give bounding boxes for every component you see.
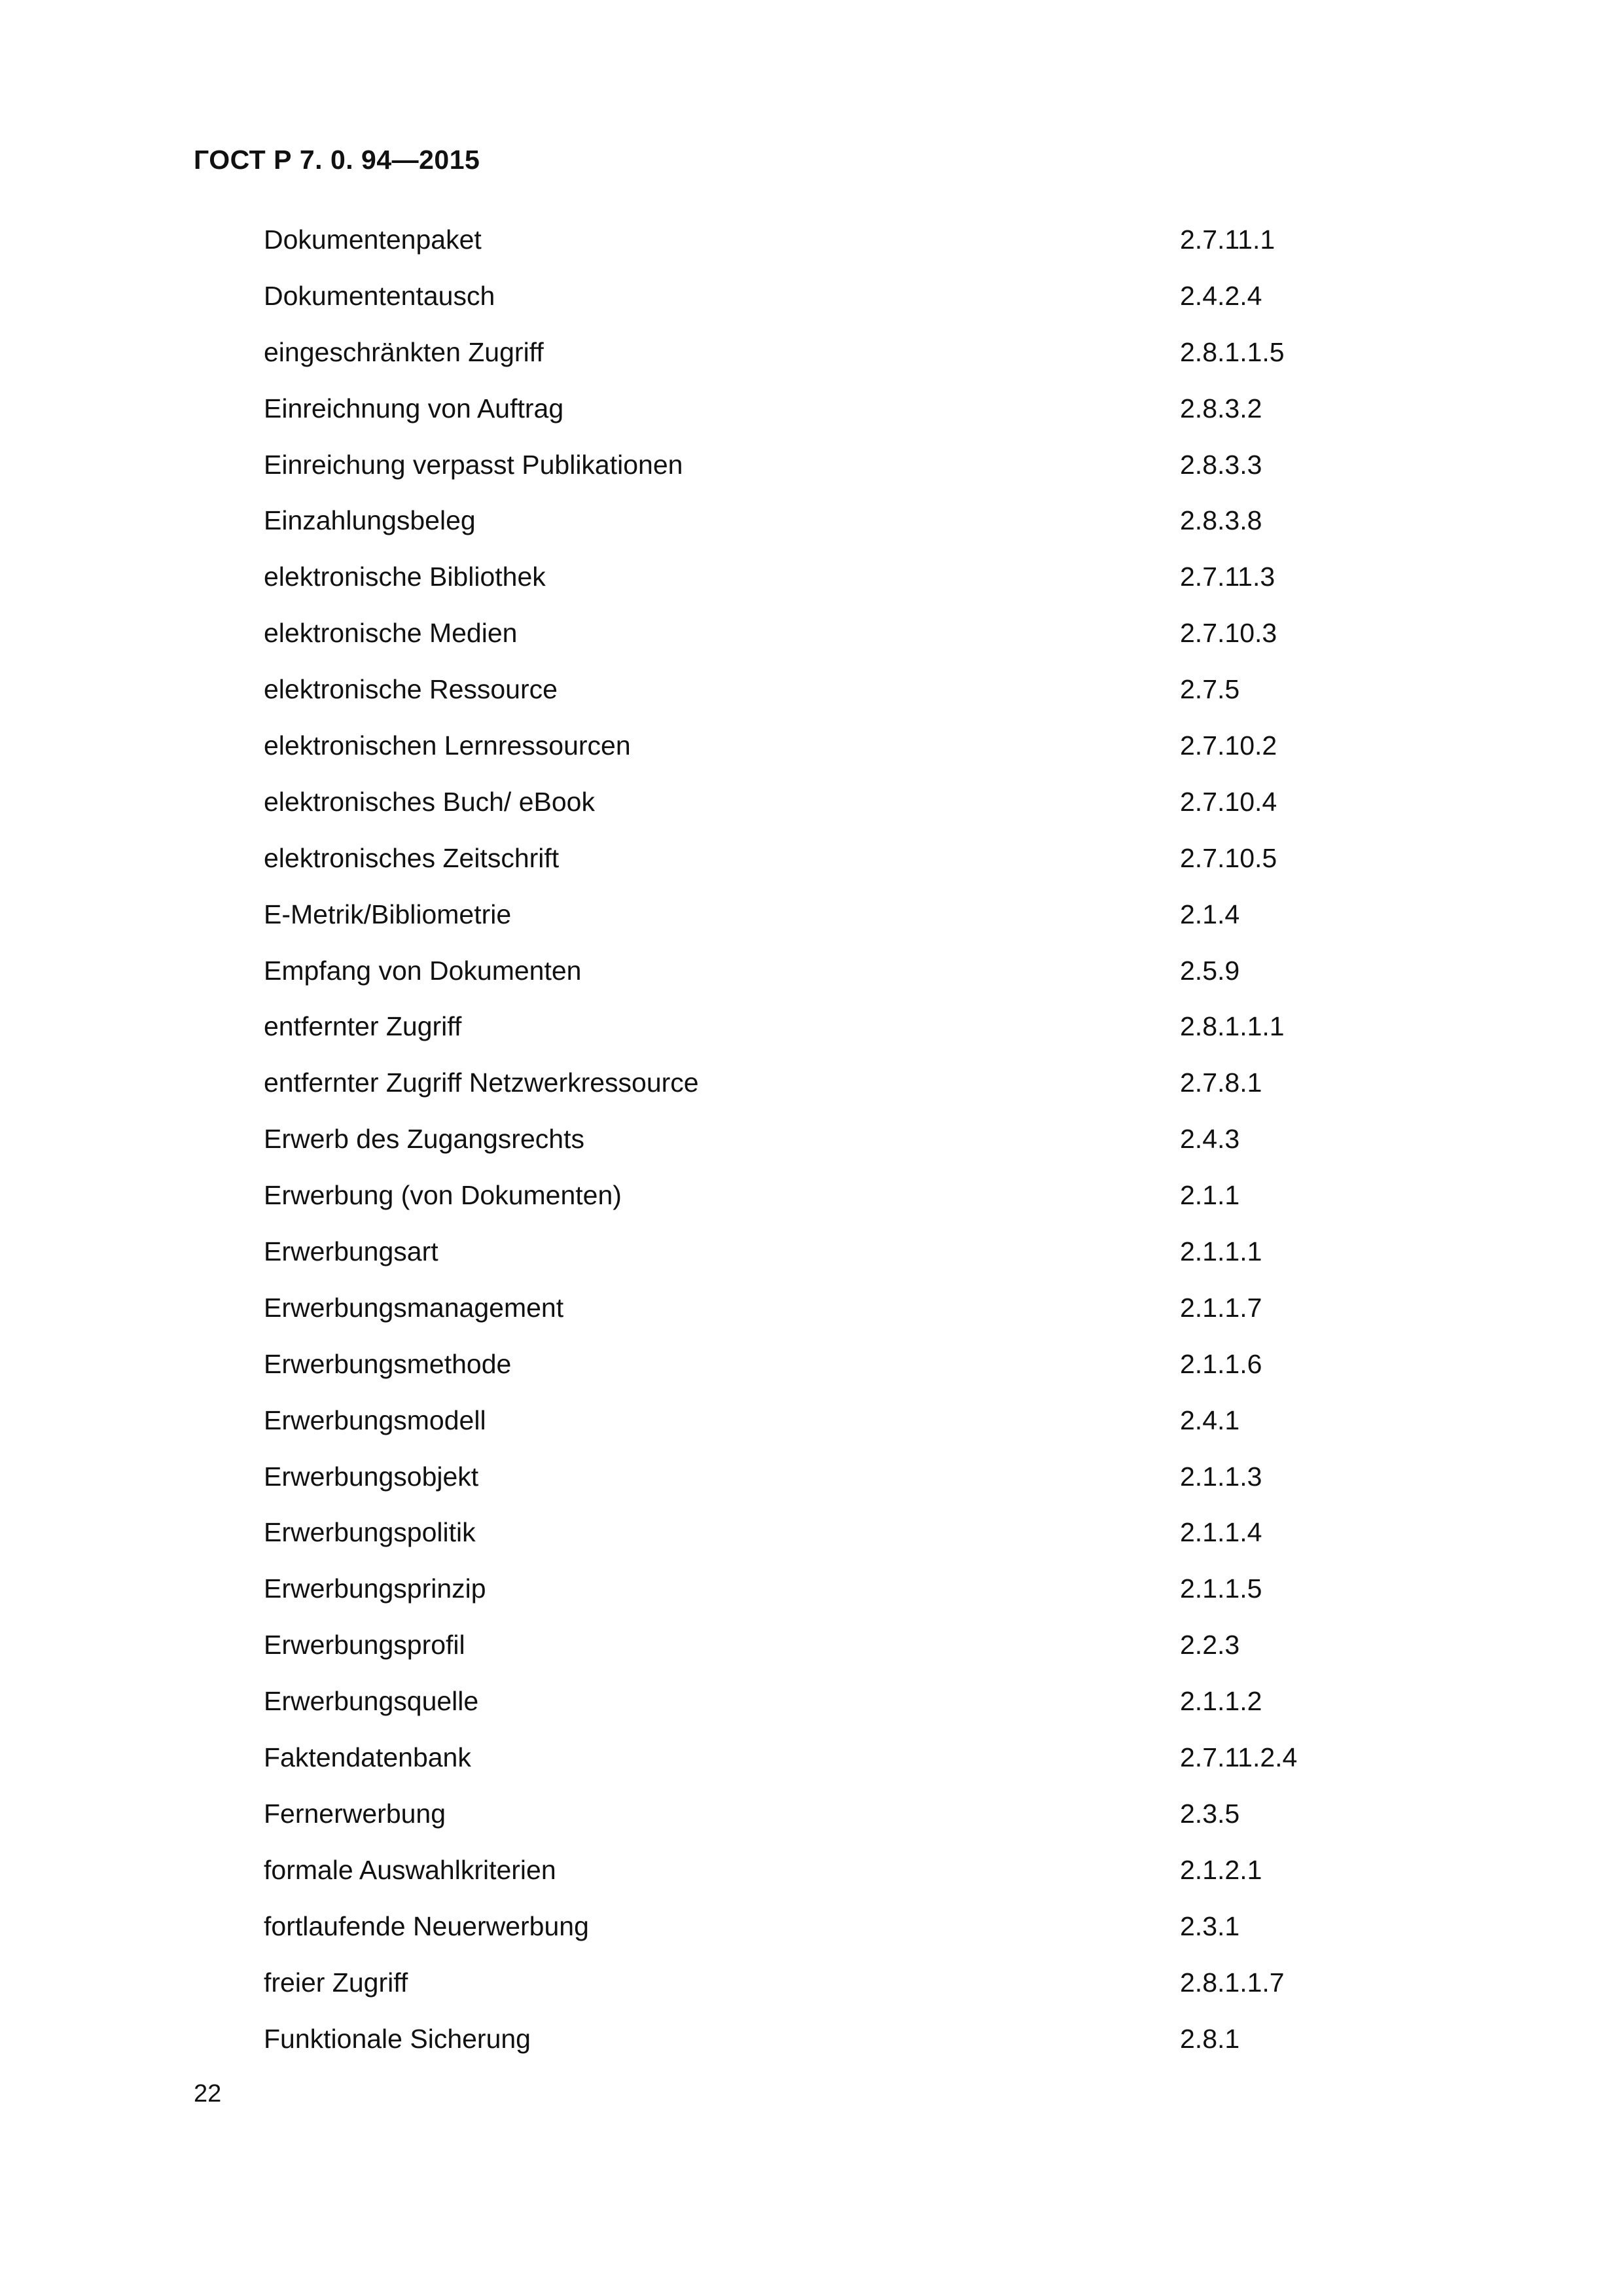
- index-entry: [264, 1519, 1376, 1575]
- index-entry: [264, 226, 1376, 283]
- index-entry: [264, 732, 1376, 789]
- index-term: eingeschränkten Zugriff: [264, 336, 544, 367]
- index-entry: [264, 842, 1376, 901]
- index-entry: [264, 1575, 1376, 1632]
- index-term: Erwerbungsprinzip: [264, 1573, 486, 1604]
- index-term: Erwerbungsmodell: [264, 1405, 486, 1435]
- index-section-number: 2.5.9: [1180, 955, 1240, 986]
- index-entry: [264, 676, 1376, 732]
- index-section-number: 2.8.1.1.7: [1180, 1967, 1285, 1998]
- index-term: Erwerbungsobjekt: [264, 1461, 479, 1492]
- index-entry: [264, 1463, 1376, 1520]
- index-section-number: 2.7.10.2: [1180, 730, 1277, 761]
- index-entry: [264, 280, 1376, 339]
- index-section-number: 2.1.1.3: [1180, 1461, 1262, 1492]
- index-term: Dokumentenpaket: [264, 224, 482, 255]
- index-section-number: 2.7.10.4: [1180, 786, 1277, 817]
- index-section-number: 2.1.1.4: [1180, 1517, 1262, 1548]
- index-term: elektronisches Zeitschrift: [264, 842, 560, 873]
- index-section-number: 2.1.1.1: [1180, 1236, 1262, 1267]
- index-entry: [264, 1238, 1376, 1295]
- index-term: elektronische Bibliothek: [264, 562, 546, 592]
- index-entry: [264, 620, 1376, 676]
- index-section-number: 2.4.1: [1180, 1405, 1240, 1435]
- index-term: elektronisches Buch/ eBook: [264, 786, 595, 817]
- index-section-number: 2.7.11.2.4: [1180, 1742, 1298, 1773]
- index-term: Erwerbung (von Dokumenten): [264, 1180, 622, 1211]
- index-term: Erwerbungspolitik: [264, 1517, 476, 1548]
- index-section-number: 2.2.3: [1180, 1630, 1240, 1660]
- index-term: Einreichung verpasst Publikationen: [264, 449, 683, 480]
- index-entry: [264, 1407, 1376, 1463]
- index-section-number: 2.7.5: [1180, 674, 1240, 705]
- index-section-number: 2.7.10.5: [1180, 842, 1277, 873]
- index-entry: [264, 1798, 1376, 1857]
- index-entry: [264, 1744, 1376, 1801]
- index-section-number: 2.1.1.5: [1180, 1573, 1262, 1604]
- page-number: 22: [194, 2080, 222, 2108]
- index-term: Faktendatenbank: [264, 1742, 471, 1773]
- index-entry: [264, 1854, 1376, 1913]
- index-term: elektronischen Lernressourcen: [264, 730, 631, 761]
- index-section-number: 2.1.1.7: [1180, 1292, 1262, 1323]
- index-section-number: 2.8.1: [1180, 2023, 1240, 2054]
- index-section-number: 2.8.1.1.5: [1180, 336, 1285, 367]
- index-term: Erwerbungsmethode: [264, 1348, 512, 1379]
- index-term: E-Metrik/Bibliometrie: [264, 899, 512, 929]
- index-section-number: 2.1.4: [1180, 899, 1240, 929]
- index-entry: [264, 1969, 1376, 2026]
- index-section-number: 2.4.3: [1180, 1124, 1240, 1155]
- index-section-number: 2.1.1.2: [1180, 1686, 1262, 1717]
- index-term: Erwerbungsquelle: [264, 1686, 479, 1717]
- index-section-number: 2.1.2.1: [1180, 1854, 1262, 1885]
- index-term: Erwerbungsprofil: [264, 1630, 465, 1660]
- index-section-number: 2.4.2.4: [1180, 280, 1262, 311]
- index-term: Funktionale Sicherung: [264, 2023, 531, 2054]
- index-term: Erwerb des Zugangsrechts: [264, 1124, 584, 1155]
- index-entry: [264, 1126, 1376, 1182]
- index-section-number: 2.7.10.3: [1180, 618, 1277, 649]
- index-entry: [264, 1632, 1376, 1688]
- index-term: elektronische Ressource: [264, 674, 558, 705]
- index-entry: [264, 1069, 1376, 1126]
- index-entry: [264, 1182, 1376, 1238]
- index-section-number: 2.8.3.3: [1180, 449, 1262, 480]
- index-entry: [264, 507, 1376, 564]
- index-term: entfernter Zugriff Netzwerkressource: [264, 1067, 699, 1098]
- index-term: Erwerbungsart: [264, 1236, 438, 1267]
- index-term: fortlaufende Neuerwerbung: [264, 1910, 589, 1941]
- document-header: ГОСТ Р 7. 0. 94—2015: [194, 145, 480, 175]
- index-entry: [264, 564, 1376, 620]
- index-term: formale Auswahlkriterien: [264, 1854, 556, 1885]
- index-entry: [264, 1348, 1376, 1407]
- term-index-list: [264, 226, 1376, 2081]
- index-entry: [264, 336, 1376, 395]
- index-term: Erwerbungsmanagement: [264, 1292, 564, 1323]
- index-section-number: 2.7.11.1: [1180, 224, 1275, 255]
- index-section-number: 2.3.5: [1180, 1798, 1240, 1829]
- index-section-number: 2.8.3.8: [1180, 505, 1262, 536]
- index-section-number: 2.7.8.1: [1180, 1067, 1262, 1098]
- index-section-number: 2.3.1: [1180, 1910, 1240, 1941]
- index-term: Empfang von Dokumenten: [264, 955, 582, 986]
- index-entry: [264, 1910, 1376, 1969]
- index-term: elektronische Medien: [264, 618, 518, 649]
- index-entry: [264, 1292, 1376, 1351]
- index-term: Einzahlungsbeleg: [264, 505, 476, 536]
- index-term: Dokumententausch: [264, 280, 495, 311]
- index-entry: [264, 1688, 1376, 1744]
- index-entry: [264, 395, 1376, 452]
- index-section-number: 2.7.11.3: [1180, 562, 1275, 592]
- index-entry: [264, 1013, 1376, 1069]
- index-term: freier Zugriff: [264, 1967, 408, 1998]
- index-section-number: 2.1.1.6: [1180, 1348, 1262, 1379]
- index-term: Einreichnung von Auftrag: [264, 393, 564, 423]
- index-section-number: 2.8.1.1.1: [1180, 1011, 1285, 1042]
- index-entry: [264, 786, 1376, 845]
- index-entry: [264, 2023, 1376, 2082]
- index-entry: [264, 955, 1376, 1014]
- index-entry: [264, 901, 1376, 958]
- index-term: entfernter Zugriff: [264, 1011, 462, 1042]
- index-section-number: 2.1.1: [1180, 1180, 1240, 1211]
- index-section-number: 2.8.3.2: [1180, 393, 1262, 423]
- index-term: Fernerwerbung: [264, 1798, 446, 1829]
- index-entry: [264, 449, 1376, 508]
